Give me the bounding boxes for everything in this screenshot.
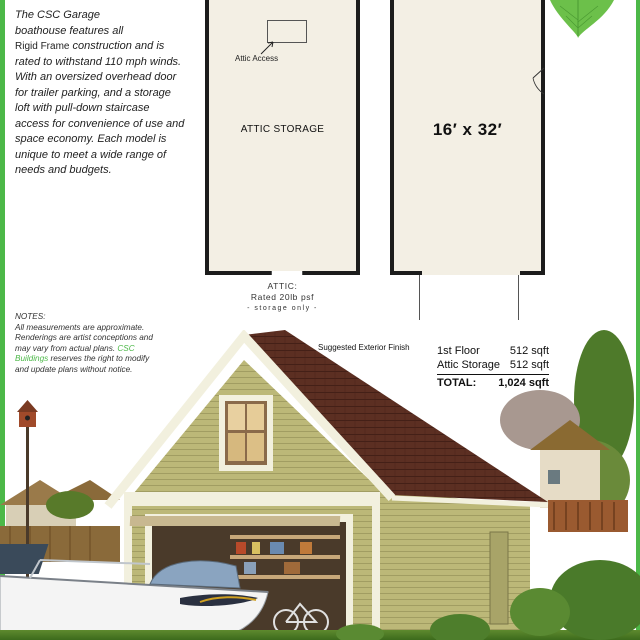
- sqft-row: [437, 358, 549, 372]
- notes-brand-link: CSC Buildings: [15, 343, 135, 363]
- attic-caption: [220, 281, 345, 314]
- attic-storage-label: ATTIC STORAGE: [240, 124, 325, 135]
- sqft-row-value: 512 sqft: [509, 345, 549, 357]
- floor-dimensions: 16′ x 32′: [432, 120, 503, 139]
- notes-text-a: All measurements are approximate. Renderings are artist conceptions and may vary from actual plans.: [15, 322, 153, 353]
- sqft-total-row: [437, 374, 549, 390]
- sqft-row-label: 1st Floor: [437, 345, 480, 357]
- attic-caption-line3: - storage only -: [247, 305, 318, 312]
- square-footage-table: [437, 344, 549, 390]
- driveway-lines: [419, 275, 519, 320]
- intro-brand: The CSC Garage: [15, 9, 100, 21]
- sqft-total-label: TOTAL:: [437, 377, 477, 389]
- intro-line-a: boathouse features all: [15, 24, 124, 37]
- staircase-opening: [271, 271, 303, 275]
- intro-rest: is rated to withstand 110 mph winds. With an oversized overhead door for trailer parking, and a storage loft with pull-down staircase access for convenience of use and space economy. Each model is unique to meet a wide range of needs and budgets.: [15, 40, 185, 176]
- intro-line-b: construction and: [69, 40, 154, 52]
- intro-paragraph: [15, 8, 185, 179]
- attic-caption-line1: ATTIC:: [267, 281, 298, 291]
- notes-text-b: reserves the right to modify and update plans without notice.: [15, 354, 150, 374]
- sqft-total-value: 1,024 sqft: [498, 377, 549, 389]
- attic-access-label: Attic Access: [235, 54, 279, 63]
- attic-caption-line2: Rated 20lb psf: [250, 292, 315, 302]
- notes-heading: NOTES:: [15, 312, 46, 321]
- door-swing-icon: [531, 66, 545, 96]
- exterior-finish-label: Suggested Exterior Finish: [318, 343, 410, 352]
- sqft-row-label: Attic Storage: [437, 359, 500, 371]
- sqft-row-value: 512 sqft: [509, 359, 549, 371]
- first-floor-plan: [390, 0, 545, 275]
- sqft-row: [437, 344, 549, 358]
- attic-floor-plan: [205, 0, 360, 275]
- rigid-frame-label: Rigid Frame: [15, 41, 70, 52]
- leaf-icon: [548, 0, 616, 38]
